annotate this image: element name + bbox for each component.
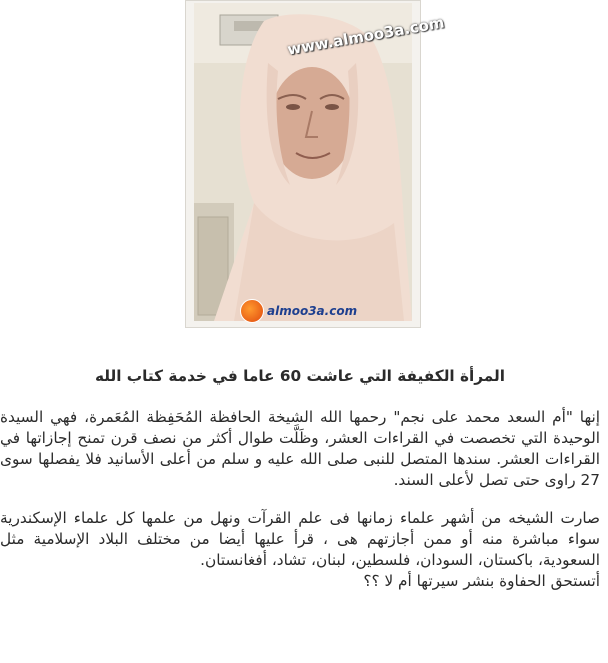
article-paragraph-2: صارت الشيخه من أشهر علماء زمانها فى علم القرآت ونهل من علمها كل علماء الإسكندرية سواء مباشرة منه أو ممن أجازتهم هى ، قرأ عليها أيضا من مختلف البلاد الإسلامية مثل السعودية، باكستان، السودان، فلسطين، لبنان، تشاد، أفغانستان. — [0, 509, 600, 569]
watermark-bottom-text: almoo3a.com — [267, 304, 358, 318]
article-headline: المرأة الكفيفة التي عاشت 60 عاما في خدمة كتاب الله — [94, 367, 506, 385]
article-paragraph-1: إنها "أم السعد محمد على نجم" رحمها الله الشيخة الحافظة المُحَفِظة المُعَمرة، فهي السيدة الوحيدة التي تخصصت في القراءات العشر، وظَلَّت طوال أكثر من نصف قرن تمنح إجازاتها في القراءات العشر. سندها المتصل للنبى صلى الله عليه و سلم من أعلى الأسانيد فلا يفصلها سوى 27 راوى حتى تصل لأعلى السند. — [0, 408, 600, 489]
site-logo-icon — [240, 299, 264, 323]
photo-frame — [185, 0, 446, 328]
portrait-photo — [194, 3, 446, 321]
paragraph-spacer — [0, 491, 600, 508]
article-body — [0, 360, 600, 592]
watermark-top: www.almoo3a.com — [286, 13, 446, 59]
watermark-bottom — [240, 299, 357, 323]
article-question: أتستحق الحفاوة بنشر سيرتها أم لا ؟؟ — [363, 572, 600, 590]
